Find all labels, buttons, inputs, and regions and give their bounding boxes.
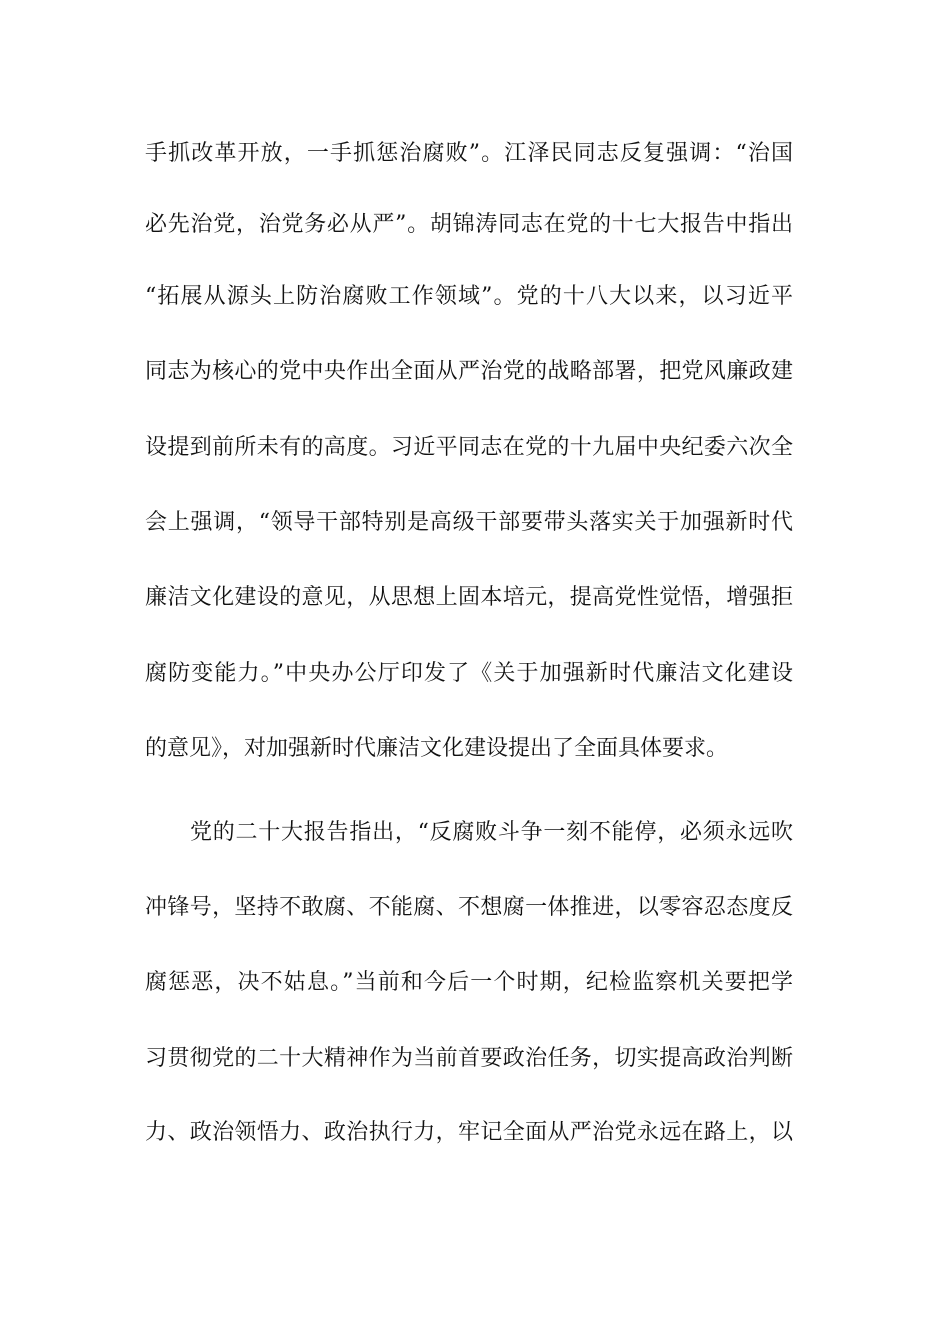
paragraph-1-line-9: 的意见》，对加强新时代廉洁文化建设提出了全面具体要求。 <box>145 736 729 761</box>
paragraph-2-line-2: 冲锋号，坚持不敢腐、不能腐、不想腐一体推进，以零容忍态度反 <box>145 895 793 920</box>
paragraph-1-line-2: 必先治党，治党务必从严”。胡锦涛同志在党的十七大报告中指出 <box>145 212 793 237</box>
paragraph-1-line-3: “拓展从源头上防治腐败工作领域”。党的十八大以来，以习近平 <box>145 284 793 309</box>
paragraph-1-line-8: 腐防变能力。”中央办公厅印发了《关于加强新时代廉洁文化建设 <box>145 661 793 686</box>
paragraph-1-line-6: 会上强调，“领导干部特别是高级干部要带头落实关于加强新时代 <box>145 510 793 535</box>
paragraph-2-line-3: 腐惩恶，决不姑息。”当前和今后一个时期，纪检监察机关要把学 <box>145 970 793 995</box>
paragraph-2-line-4: 习贯彻党的二十大精神作为当前首要政治任务，切实提高政治判断 <box>145 1046 793 1071</box>
paragraph-1-line-4: 同志为核心的党中央作出全面从严治党的战略部署，把党风廉政建 <box>145 359 793 384</box>
paragraph-2-line-1: 党的二十大报告指出，“反腐败斗争一刻不能停，必须永远吹 <box>190 820 793 845</box>
paragraph-1-line-7: 廉洁文化建设的意见，从思想上固本培元，提高党性觉悟，增强拒 <box>145 585 793 610</box>
paragraph-2-line-5: 力、政治领悟力、政治执行力，牢记全面从严治党永远在路上，以 <box>145 1120 793 1145</box>
paragraph-1-line-1: 手抓改革开放，一手抓惩治腐败”。江泽民同志反复强调：“治国 <box>145 141 793 166</box>
paragraph-1-line-5: 设提到前所未有的高度。习近平同志在党的十九届中央纪委六次全 <box>145 435 793 460</box>
